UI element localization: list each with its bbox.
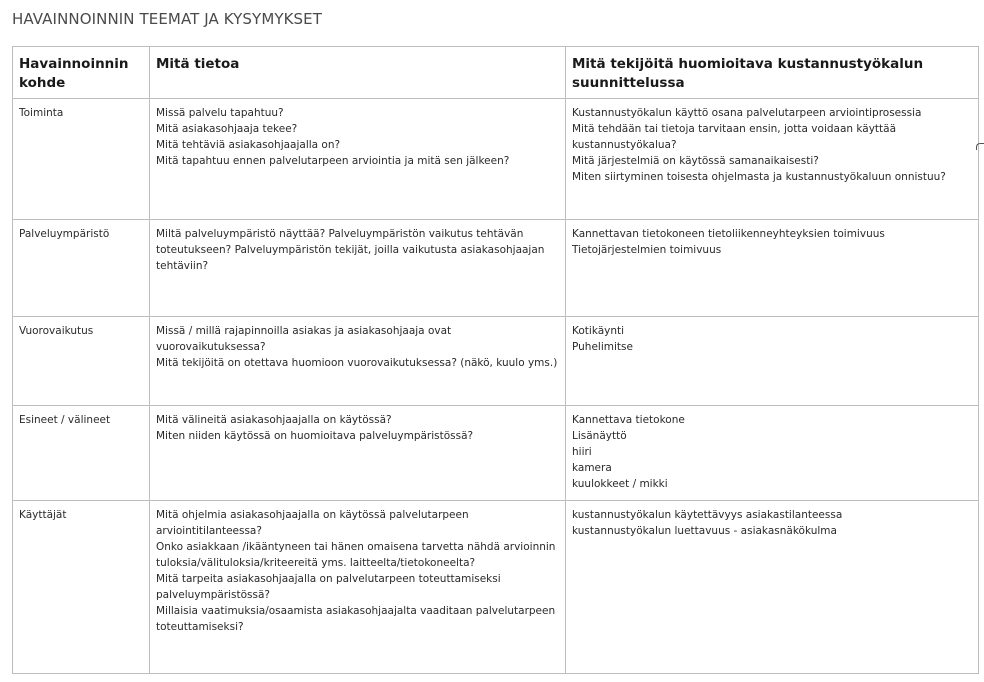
info-line: tuloksia/välituloksia/kriteereitä yms. laitteelta/tietokoneelta?	[156, 557, 476, 569]
info-line: Miltä palveluympäristö näyttää? Palveluympäristön vaikutus tehtävän	[156, 228, 524, 240]
info-line: Millaisia vaatimuksia/osaamista asiakasohjaajalta vaaditaan palvelutarpeen	[156, 605, 556, 617]
info-line: Onko asiakkaan /ikääntyneen tai hänen omaisena tarvetta nähdä arvioinnin	[156, 541, 556, 553]
table-row	[13, 317, 979, 406]
header-label: Mitä tekijöitä huomioitava kustannustyökalun suunnittelussa	[572, 56, 924, 91]
factor-line: Kannettava tietokone	[572, 414, 685, 426]
header-observation-subject	[13, 47, 150, 99]
info-line: Missä / millä rajapinnoilla asiakas ja asiakasohjaaja ovat	[156, 325, 452, 337]
info-line: palveluympäristössä?	[156, 589, 270, 601]
factor-line: Kotikäynti	[572, 325, 625, 337]
row-info-cell	[150, 99, 566, 220]
row-subject-cell	[13, 501, 150, 674]
info-line: Mitä tehtäviä asiakasohjaajalla on?	[156, 139, 341, 151]
info-line: Mitä tekijöitä on otettava huomioon vuorovaikutuksessa? (näkö, kuulo yms.)	[156, 357, 558, 369]
table-row	[13, 220, 979, 317]
info-line: arviointitilanteessa?	[156, 525, 262, 537]
row-subject-cell	[13, 317, 150, 406]
table-row	[13, 99, 979, 220]
info-line: Mitä tapahtuu ennen palvelutarpeen arviointia ja mitä sen jälkeen?	[156, 155, 510, 167]
row-subject: Esineet / välineet	[19, 414, 111, 426]
row-info-cell	[150, 406, 566, 501]
info-line: Mitä ohjelmia asiakasohjaajalla on käytössä palvelutarpeen	[156, 509, 469, 521]
factor-line: hiiri	[572, 446, 592, 458]
factor-line: kuulokkeet / mikki	[572, 478, 668, 490]
info-line: Miten niiden käytössä on huomioitava palveluympäristössä?	[156, 430, 474, 442]
row-factors-cell	[566, 406, 979, 501]
row-factors-cell	[566, 317, 979, 406]
header-information	[150, 47, 566, 99]
row-info-cell	[150, 220, 566, 317]
document-title: HAVAINNOINNIN TEEMAT JA KYSYMYKSET	[12, 10, 323, 28]
factor-line: kustannustyökalua?	[572, 139, 677, 151]
info-line: Mitä tarpeita asiakasohjaajalla on palvelutarpeen toteuttamiseksi	[156, 573, 501, 585]
info-line: vuorovaikutuksessa?	[156, 341, 266, 353]
row-subject: Toiminta	[19, 107, 64, 119]
observation-table	[12, 46, 979, 674]
factor-line: Miten siirtyminen toisesta ohjelmasta ja kustannustyökaluun onnistuu?	[572, 171, 946, 183]
factor-line: Lisänäyttö	[572, 430, 627, 442]
factor-line: Mitä tehdään tai tietoja tarvitaan ensin, jotta voidaan käyttää	[572, 123, 897, 135]
info-line: toteutukseen? Palveluympäristön tekijät, joilla vaikutusta asiakasohjaajan	[156, 244, 545, 256]
row-subject: Vuorovaikutus	[19, 325, 94, 337]
row-factors-cell	[566, 501, 979, 674]
factor-line: Tietojärjestelmien toimivuus	[572, 244, 722, 256]
row-subject: Käyttäjät	[19, 509, 67, 521]
factor-line: Kustannustyökalun käyttö osana palvelutarpeen arviointiprosessia	[572, 107, 922, 119]
row-subject-cell	[13, 406, 150, 501]
factor-line: Kannettavan tietokoneen tietoliikenneyhteyksien toimivuus	[572, 228, 885, 240]
info-line: Mitä asiakasohjaaja tekee?	[156, 123, 298, 135]
header-label: Mitä tietoa	[156, 56, 240, 72]
factor-line: kamera	[572, 462, 612, 474]
table-row	[13, 406, 979, 501]
table-header-row	[13, 47, 979, 99]
row-subject: Palveluympäristö	[19, 228, 110, 240]
info-line: Mitä välineitä asiakasohjaajalla on käytössä?	[156, 414, 392, 426]
factor-line: kustannustyökalun luettavuus - asiakasnäkökulma	[572, 525, 837, 537]
info-line: toteuttamiseksi?	[156, 621, 244, 633]
table-row	[13, 501, 979, 674]
row-subject-cell	[13, 220, 150, 317]
factor-line: Mitä järjestelmiä on käytössä samanaikaisesti?	[572, 155, 819, 167]
info-line: Missä palvelu tapahtuu?	[156, 107, 284, 119]
row-info-cell	[150, 501, 566, 674]
row-factors-cell	[566, 99, 979, 220]
info-line: tehtäviin?	[156, 260, 209, 272]
header-design-factors	[566, 47, 979, 99]
page-edge-mark	[976, 143, 984, 150]
row-factors-cell	[566, 220, 979, 317]
header-label: Havainnoinnin kohde	[19, 56, 129, 91]
factor-line: kustannustyökalun käytettävyys asiakastilanteessa	[572, 509, 843, 521]
row-info-cell	[150, 317, 566, 406]
row-subject-cell	[13, 99, 150, 220]
factor-line: Puhelimitse	[572, 341, 633, 353]
